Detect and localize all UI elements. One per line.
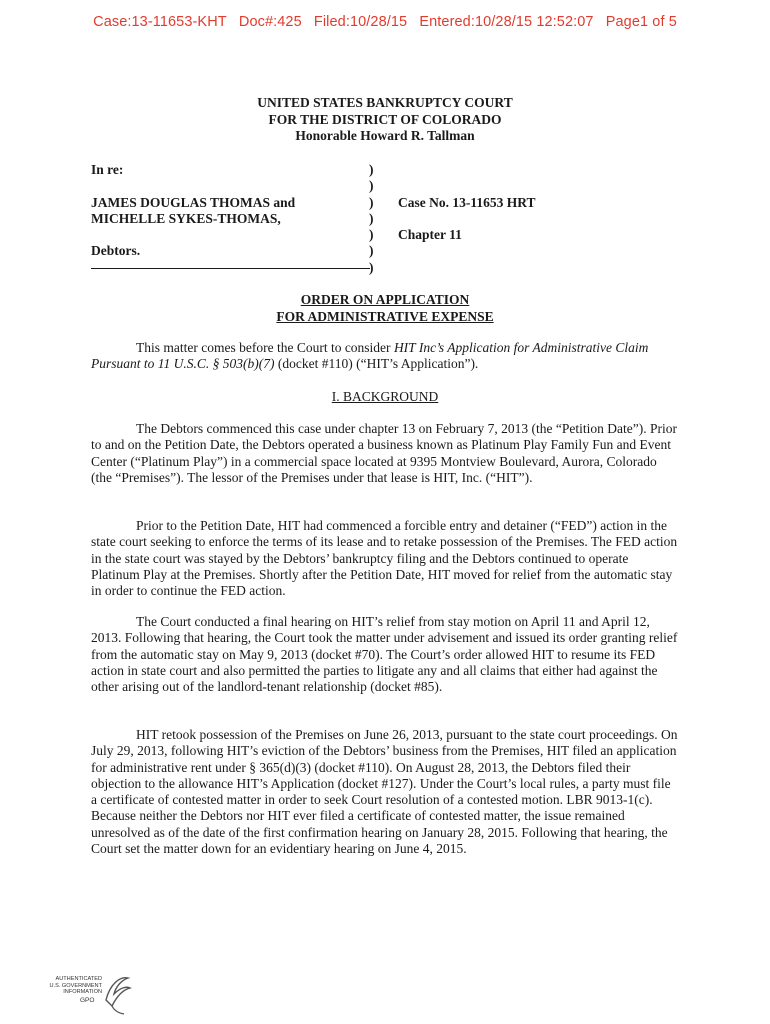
filing-header-stamp: [0, 14, 770, 30]
gpo-line-1: AUTHENTICATED: [55, 976, 102, 982]
court-name: UNITED STATES BANKRUPTCY COURT: [257, 95, 513, 110]
filed-date-stamp: Filed:10/28/15: [313, 14, 408, 30]
background-paragraph-3: [91, 614, 679, 695]
court-district: FOR THE DISTRICT OF COLORADO: [268, 111, 502, 127]
page-count-stamp: Page1 of 5: [605, 14, 677, 30]
paragraph-text: The Court conducted a final hearing on HIT’s relief from stay motion on April 11 and April 12, 2013. Following that hearing, the Court took the matter under advisement and issued its order granting relief from the automatic stay on May 9, 2013 (docket #70). The Court’s order allowed HIT to resume its FED action in state court and also permitted the parties to litigate any and all claims that either had against the other arising out of the landlord-tenant relationship (docket #85).: [91, 614, 678, 695]
paragraph-text: The Debtors commenced this case under chapter 13 on February 7, 2013 (the “Petition Date”). Prior to and on the Petition Date, the Debtors operated a business known as Platinum Play Family Fun and Event Center (“Platinum Play”) in a commercial space located at 9395 Montview Boulevard, Aurora, Colorado (the “Premises”). The lessor of the Premises under that lease is HIT, Inc. (“HIT”).: [91, 421, 677, 485]
paragraph-text: Prior to the Petition Date, HIT had commenced a forcible entry and detainer (“FED”) action in the state court seeking to enforce the terms of its lease and to retake possession of the Premises. The FED action in the state court was stayed by the Debtors’ bankruptcy filing and the Debtors continued to operate Platinum Play at the Premises. Shortly after the Petition Date, HIT moved for relief from the automatic stay in order to continue the FED action.: [91, 518, 678, 599]
entered-date-stamp: Entered:10/28/15 12:52:07: [419, 14, 594, 30]
background-paragraph-1: [91, 421, 679, 486]
in-re-label: In re:: [91, 162, 124, 177]
gpo-eagle-icon: [40, 970, 140, 1018]
paragraph-text: HIT retook possession of the Premises on June 26, 2013, pursuant to the state court proceedings. On July 29, 2013, following HIT’s eviction of the Debtors’ business from the Premises, HIT filed an application for administrative rent under § 365(d)(3) (docket #110). On August 28, 2013, the Debtors filed their objection to the allowance HIT’s Application (docket #127). Under the Court’s local rules, a party must file a certificate of contested matter in order to seek Court resolution of a contested motion. LBR 9013-1(c). Because neither the Debtors nor HIT ever filed a certificate of contested matter, the issue remained unresolved as of the date of the first confirmation hearing on January 28, 2015. Following that hearing, the Court set the matter down for an evidentiary hearing on June 4, 2015.: [91, 727, 678, 857]
intro-text-before: This matter comes before the Court to consider: [136, 340, 394, 355]
intro-text-after: (docket #110) (“HIT’s Application”).: [274, 356, 479, 372]
caption-parties: [91, 162, 381, 260]
debtor-name-2: MICHELLE SYKES-THOMAS,: [91, 210, 281, 226]
order-title-line-1: ORDER ON APPLICATION: [300, 292, 470, 307]
gpo-authentication-logo: [40, 970, 140, 1018]
caption-paren: ): [369, 227, 374, 243]
intro-application-title: HIT Inc’s Application for Administrative Claim Pursuant to 11 U.S.C. § 503(b)(7): [91, 340, 649, 372]
caption-paren: ): [369, 178, 374, 194]
background-paragraph-4: [91, 727, 679, 857]
chapter-number: Chapter 11: [398, 227, 462, 243]
caption-case-info: [398, 162, 536, 243]
caption-signature-line: [91, 268, 370, 269]
caption-paren-column: [369, 162, 381, 276]
intro-paragraph: [91, 340, 679, 373]
caption-paren: ): [369, 210, 374, 226]
background-paragraph-2: [91, 518, 679, 599]
caption-paren: ): [369, 259, 374, 275]
caption-paren: ): [369, 243, 374, 259]
gpo-line-2: U.S. GOVERNMENT: [49, 982, 102, 989]
order-title-line-2: FOR ADMINISTRATIVE EXPENSE: [276, 308, 494, 324]
gpo-label: GPO: [80, 997, 95, 1004]
case-caption: [91, 162, 691, 276]
section-heading-background: I. BACKGROUND: [331, 389, 439, 404]
court-heading: [0, 95, 770, 145]
order-title: [0, 292, 770, 325]
docket-number-stamp: Doc#:425: [238, 14, 302, 30]
caption-paren: ): [369, 194, 374, 210]
gpo-line-3: INFORMATION: [63, 989, 102, 995]
caption-paren: ): [369, 162, 374, 177]
judge-name: Honorable Howard R. Tallman: [295, 128, 475, 143]
debtors-label: Debtors.: [91, 243, 141, 259]
debtor-name-1: JAMES DOUGLAS THOMAS and: [91, 194, 296, 210]
case-number-stamp: Case:13-11653-KHT: [93, 14, 227, 30]
case-number: Case No. 13-11653 HRT: [398, 194, 536, 210]
